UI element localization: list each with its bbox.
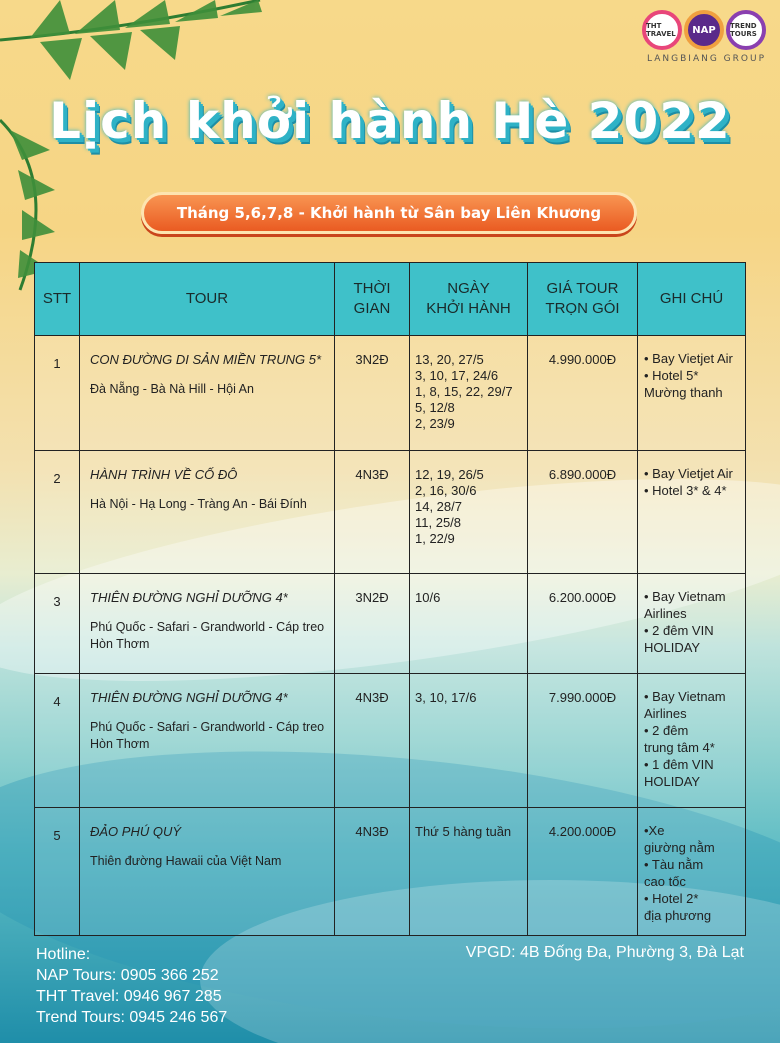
row-stt: 2 bbox=[35, 451, 80, 574]
hotline-block bbox=[36, 944, 227, 1028]
note-line: • 1 đêm VIN bbox=[644, 757, 714, 772]
note-line: • Bay Vietnam bbox=[644, 589, 726, 604]
note-line: • Bay Vietjet Air bbox=[644, 466, 733, 481]
tour-route: Thiên đường Hawaii của Việt Nam bbox=[90, 854, 282, 868]
note-line: • Hotel 3* & 4* bbox=[644, 483, 727, 498]
header-duration-l2: GIAN bbox=[353, 300, 391, 317]
tour-route: Phú Quốc - Safari - Grandworld - Cáp treo Hòn Thơm bbox=[90, 720, 325, 751]
note-line: • Bay Vietjet Air bbox=[644, 351, 733, 366]
date-line: 3, 10, 17, 24/6 bbox=[415, 368, 499, 383]
note-line: HOLIDAY bbox=[644, 640, 701, 655]
date-line: 1, 8, 15, 22, 29/7 bbox=[415, 384, 513, 399]
header-dates-l1: NGÀY bbox=[447, 280, 490, 297]
note-line: Airlines bbox=[644, 606, 687, 621]
header-price-l1: GIÁ TOUR bbox=[546, 280, 619, 297]
table-row bbox=[35, 574, 746, 674]
tour-schedule-table bbox=[34, 262, 746, 936]
palm-leaf-icon bbox=[0, 0, 380, 300]
table-row bbox=[35, 808, 746, 936]
date-line: 12, 19, 26/5 bbox=[415, 467, 484, 482]
row-notes bbox=[638, 336, 746, 451]
row-tour bbox=[80, 574, 335, 674]
header-stt: STT bbox=[35, 263, 80, 336]
note-line: • Hotel 5* bbox=[644, 368, 699, 383]
trend-tours-logo: TREND TOURS bbox=[726, 10, 766, 50]
row-tour bbox=[80, 674, 335, 808]
row-tour bbox=[80, 336, 335, 451]
row-dates bbox=[410, 451, 528, 574]
table-row bbox=[35, 451, 746, 574]
date-line: 14, 28/7 bbox=[415, 499, 462, 514]
row-dates bbox=[410, 336, 528, 451]
note-line: • Bay Vietnam bbox=[644, 689, 726, 704]
hotline-tht: THT Travel: 0946 967 285 bbox=[36, 988, 222, 1005]
note-line: trung tâm 4* bbox=[644, 740, 715, 755]
date-line: 1, 22/9 bbox=[415, 531, 455, 546]
tour-name: ĐẢO PHÚ QUÝ bbox=[90, 824, 182, 839]
row-duration: 4N3Đ bbox=[335, 451, 410, 574]
row-stt: 3 bbox=[35, 574, 80, 674]
note-line: địa phương bbox=[644, 908, 712, 923]
table-row bbox=[35, 336, 746, 451]
note-line: cao tốc bbox=[644, 874, 686, 889]
date-line: 5, 12/8 bbox=[415, 400, 455, 415]
row-tour bbox=[80, 451, 335, 574]
row-price: 6.890.000Đ bbox=[528, 451, 638, 574]
table-row bbox=[35, 674, 746, 808]
header-duration bbox=[335, 263, 410, 336]
date-line: 2, 23/9 bbox=[415, 416, 455, 431]
date-line: 3, 10, 17/6 bbox=[415, 690, 477, 705]
row-stt: 4 bbox=[35, 674, 80, 808]
row-price: 4.200.000Đ bbox=[528, 808, 638, 936]
note-line: • 2 đêm bbox=[644, 723, 689, 738]
tour-route: Phú Quốc - Safari - Grandworld - Cáp treo Hòn Thơm bbox=[90, 620, 325, 651]
date-line: 11, 25/8 bbox=[415, 515, 462, 530]
note-line: •Xe bbox=[644, 823, 665, 838]
office-address: VPGD: 4B Đống Đa, Phường 3, Đà Lạt bbox=[465, 944, 744, 961]
header-duration-l1: THỜI bbox=[353, 280, 391, 297]
header-dates-l2: KHỞI HÀNH bbox=[426, 300, 511, 317]
row-notes bbox=[638, 674, 746, 808]
row-notes bbox=[638, 808, 746, 936]
date-line: 13, 20, 27/5 bbox=[415, 352, 484, 367]
header-dates bbox=[410, 263, 528, 336]
row-dates bbox=[410, 574, 528, 674]
row-notes bbox=[638, 451, 746, 574]
date-line: Thứ 5 hàng tuần bbox=[415, 824, 512, 839]
row-duration: 4N3Đ bbox=[335, 674, 410, 808]
tour-name: THIÊN ĐƯỜNG NGHỈ DƯỠNG 4* bbox=[90, 590, 288, 605]
row-price: 4.990.000Đ bbox=[528, 336, 638, 451]
note-line: • Tàu nằm bbox=[644, 857, 704, 872]
tour-name: HÀNH TRÌNH VỀ CỐ ĐÔ bbox=[90, 467, 238, 482]
row-dates bbox=[410, 674, 528, 808]
header-price-l2: TRỌN GÓI bbox=[545, 300, 620, 317]
tour-name: THIÊN ĐƯỜNG NGHỈ DƯỠNG 4* bbox=[90, 690, 288, 705]
page-title: Lịch khởi hành Hè 2022 bbox=[49, 92, 731, 150]
note-line: HOLIDAY bbox=[644, 774, 701, 789]
row-duration: 4N3Đ bbox=[335, 808, 410, 936]
row-notes bbox=[638, 574, 746, 674]
header-note: GHI CHÚ bbox=[638, 263, 746, 336]
note-line: Airlines bbox=[644, 706, 687, 721]
row-price: 6.200.000Đ bbox=[528, 574, 638, 674]
row-dates bbox=[410, 808, 528, 936]
hotline-trend: Trend Tours: 0945 246 567 bbox=[36, 1009, 228, 1026]
header-tour: TOUR bbox=[80, 263, 335, 336]
row-stt: 1 bbox=[35, 336, 80, 451]
row-tour bbox=[80, 808, 335, 936]
tht-travel-logo: THT TRAVEL bbox=[642, 10, 682, 50]
tour-name: CON ĐƯỜNG DI SẢN MIỀN TRUNG 5* bbox=[90, 352, 322, 367]
row-price: 7.990.000Đ bbox=[528, 674, 638, 808]
note-line: giường nằm bbox=[644, 840, 715, 855]
row-duration: 3N2Đ bbox=[335, 574, 410, 674]
group-name: LANGBIANG GROUP bbox=[647, 54, 766, 64]
note-line: • 2 đêm VIN bbox=[644, 623, 714, 638]
date-line: 2, 16, 30/6 bbox=[415, 483, 477, 498]
brand-logos bbox=[638, 10, 766, 74]
note-line: • Hotel 2* bbox=[644, 891, 699, 906]
row-duration: 3N2Đ bbox=[335, 336, 410, 451]
note-line: Mường thanh bbox=[644, 385, 723, 400]
date-line: 10/6 bbox=[415, 590, 441, 605]
tour-route: Hà Nội - Hạ Long - Tràng An - Bái Đính bbox=[90, 497, 307, 511]
header-price bbox=[528, 263, 638, 336]
nap-logo: NAP bbox=[684, 10, 724, 50]
table-header-row bbox=[35, 263, 746, 336]
hotline-nap: NAP Tours: 0905 366 252 bbox=[36, 967, 219, 984]
subtitle-banner: Tháng 5,6,7,8 - Khởi hành từ Sân bay Liên Khương bbox=[141, 192, 637, 234]
tour-route: Đà Nẵng - Bà Nà Hill - Hội An bbox=[90, 382, 254, 396]
hotline-label: Hotline: bbox=[36, 946, 91, 963]
row-stt: 5 bbox=[35, 808, 80, 936]
